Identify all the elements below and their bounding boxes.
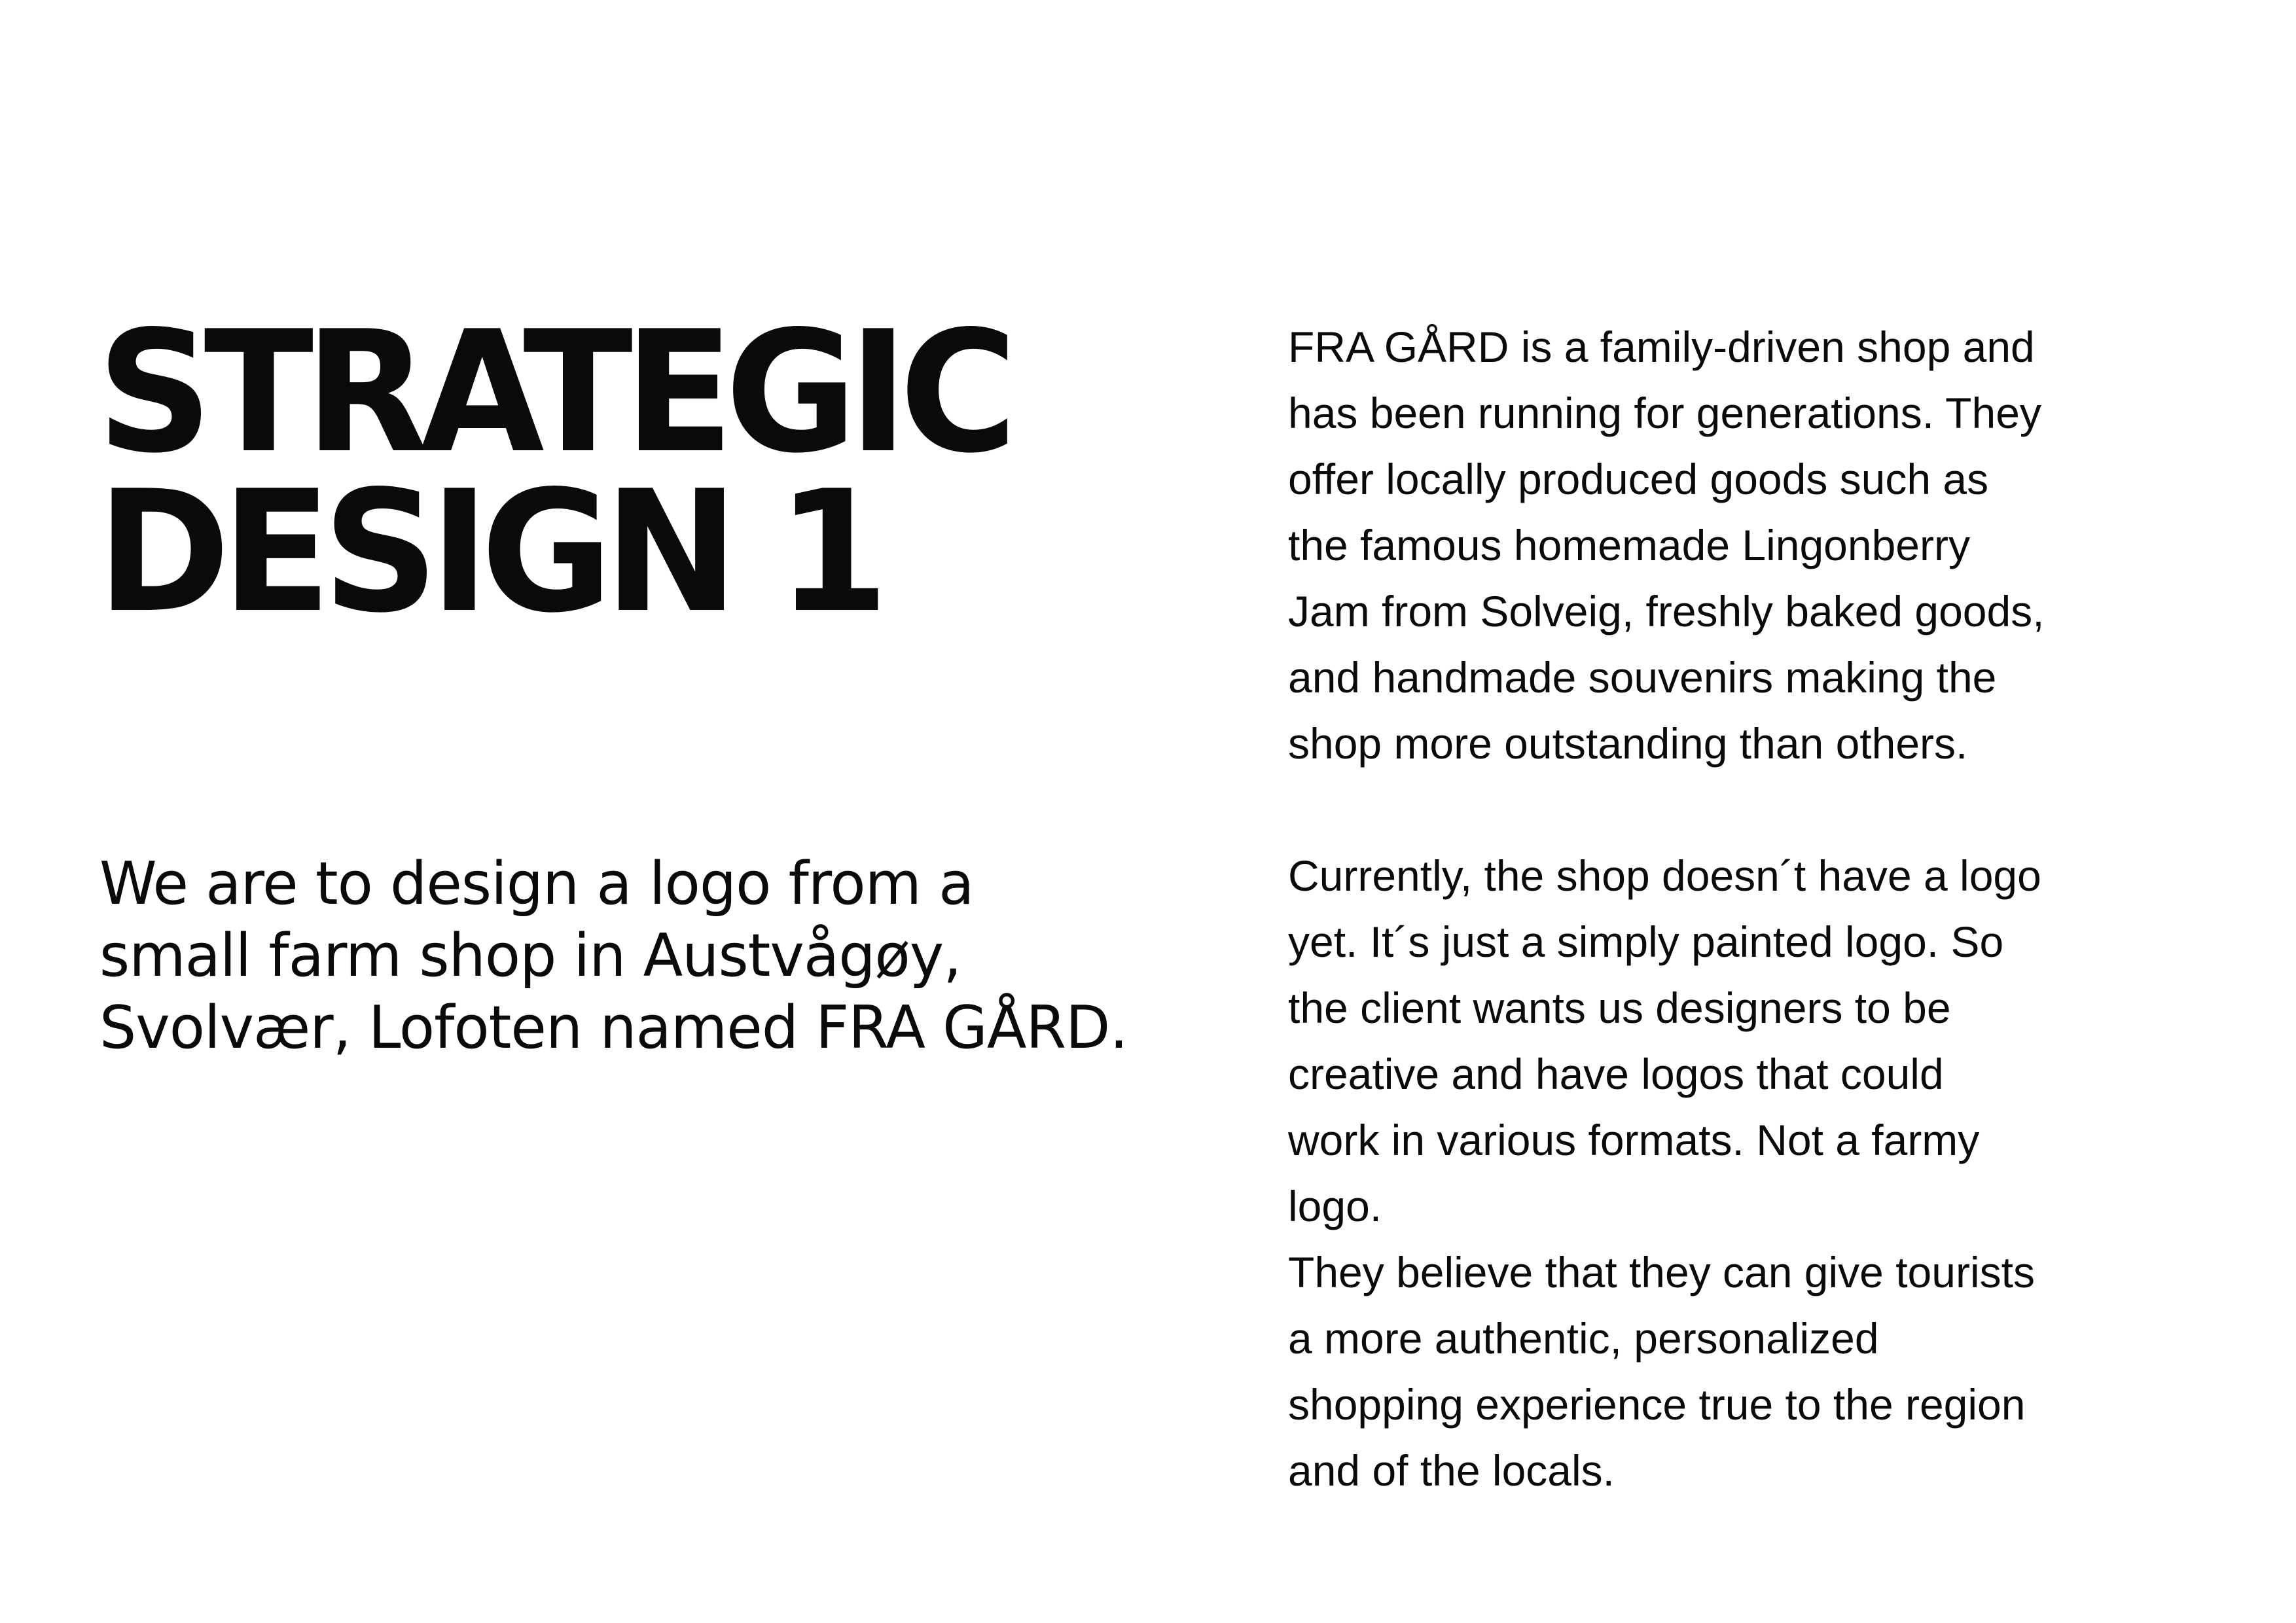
paragraph-1-line-3: offer locally produced goods such as <box>1288 455 1989 503</box>
paragraph-1-line-4: the famous homemade Lingonberry <box>1288 521 1970 569</box>
paragraph-2-line-6: logo. <box>1288 1182 1382 1230</box>
paragraph-3-line-2: a more authentic, personalized <box>1288 1314 1879 1363</box>
paragraph-current-logo <box>1288 843 2178 1240</box>
paragraph-shop-intro <box>1288 314 2178 777</box>
paragraph-1-line-2: has been running for generations. They <box>1288 389 2041 437</box>
lead-statement <box>99 848 1234 1064</box>
page-title <box>97 295 1009 650</box>
paragraph-client-belief <box>1288 1240 2178 1504</box>
paragraph-3-line-1: They believe that they can give tourists <box>1288 1248 2035 1296</box>
paragraph-1-line-7: shop more outstanding than others. <box>1288 719 1968 768</box>
paragraph-2-line-5: work in various formats. Not a farmy <box>1288 1116 1980 1164</box>
paragraph-2-line-2: yet. It´s just a simply painted logo. So <box>1288 918 2004 966</box>
lead-line-1: We are to design a logo from a <box>99 849 974 918</box>
lead-line-2: small farm shop in Austvågøy, <box>99 921 961 990</box>
paragraph-1-line-6: and handmade souvenirs making the <box>1288 653 1997 702</box>
paragraph-3-line-4: and of the locals. <box>1288 1446 1615 1495</box>
paragraph-1-line-5: Jam from Solveig, freshly baked goods, <box>1288 587 2045 635</box>
paragraph-2-line-3: the client wants us designers to be <box>1288 984 1951 1032</box>
paragraph-2-line-4: creative and have logos that could <box>1288 1050 1944 1098</box>
page-title-line-1: STRATEGIC <box>97 295 1009 490</box>
lead-line-3: Svolvær, Lofoten named FRA GÅRD. <box>99 993 1128 1062</box>
description-column <box>1288 314 2178 1504</box>
paragraph-1-line-1: FRA GÅRD is a family-driven shop and <box>1288 323 2035 371</box>
paragraph-3-line-3: shopping experience true to the region <box>1288 1380 2026 1429</box>
page-title-line-2: DESIGN 1 <box>97 455 880 650</box>
paragraph-2-line-1: Currently, the shop doesn´t have a logo <box>1288 851 2041 900</box>
